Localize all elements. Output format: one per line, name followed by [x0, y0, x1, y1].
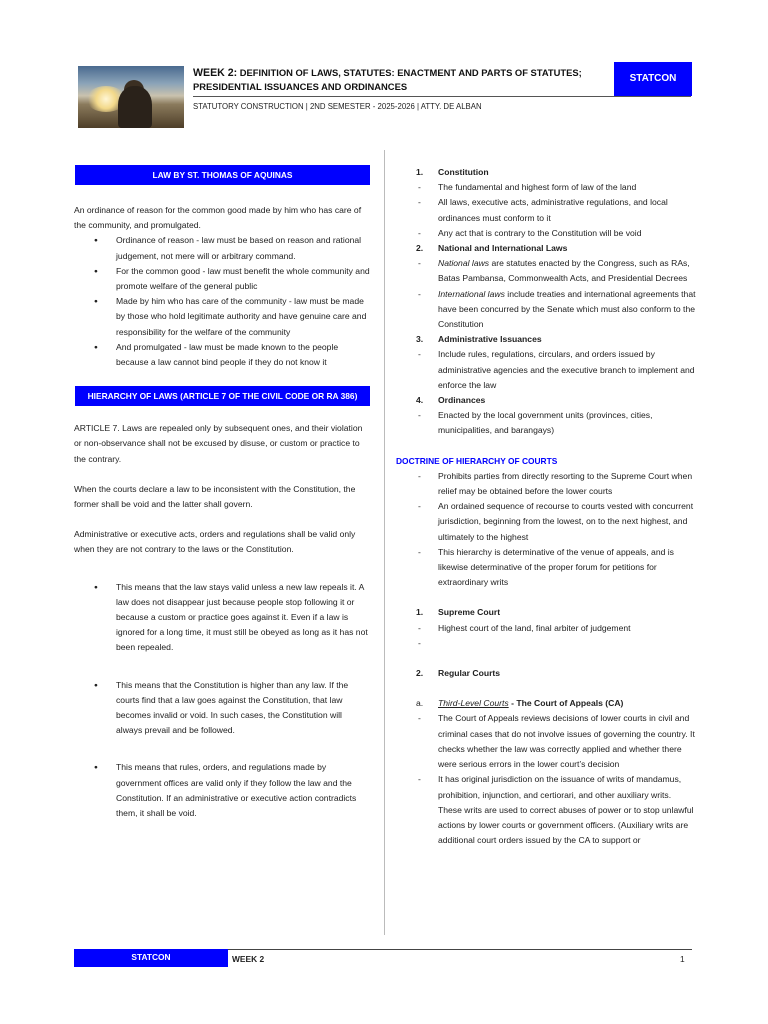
hierarchy-item-national-international: 2. National and International Laws [416, 243, 568, 254]
document-subtitle: STATUTORY CONSTRUCTION | 2ND SEMESTER - 2025-2026 | ATTY. DE ALBAN [193, 102, 482, 111]
hierarchy-explanation-list [74, 580, 370, 822]
list-item: - It has original jurisdiction on the issuance of writs of mandamus, prohibition, injunction, and certiorari, and other auxiliary writs. These writs are used to correct abuses of power or to stop unlawful actions by lower courts or government officers. (Auxiliary writs are additional court orders issued by the CA to support or [396, 772, 696, 848]
list-item: - International laws include treaties and international agreements that have been concurred by the Senate which must also conform to the Constitution [396, 287, 696, 333]
list-item: - Highest court of the land, final arbiter of judgement [396, 621, 696, 636]
right-column [396, 165, 696, 848]
list-item: ● Made by him who has care of the community - law must be made by those who hold legitimate authority and have genuine care and responsibility for the welfare of the community [74, 294, 370, 340]
person-silhouette [118, 86, 152, 128]
list-item: ● This means that the Constitution is higher than any law. If the courts find that a law goes against the Constitution, that law becomes invalid or void. In such cases, the Constitution will always prevail and be followed. [74, 678, 370, 739]
title-line-2: PRESIDENTIAL ISSUANCES AND ORDINANCES [193, 81, 408, 92]
left-column [74, 150, 370, 821]
footer-rule [228, 949, 692, 950]
header-photo [78, 66, 184, 128]
list-item: - All laws, executive acts, administrative regulations, and local ordinances must conform to it [396, 195, 696, 225]
article-7-paragraph: ARTICLE 7. Laws are repealed only by subsequent ones, and their violation or non-observance shall not be excused by disuse, or custom or practice to the contrary. [74, 423, 363, 464]
column-divider [384, 150, 385, 935]
list-item: - This hierarchy is determinative of the venue of appeals, and is likewise determinative of the proper forum for petitions for extraordinary writs [396, 545, 696, 591]
list-item: - Any act that is contrary to the Constitution will be void [396, 226, 696, 241]
list-item: - Include rules, regulations, circulars, and orders issued by administrative agencies and the executive branch to implement and enforce the law [396, 347, 696, 393]
aquinas-bullet-list [74, 233, 370, 370]
list-item: - National laws are statutes enacted by the Congress, such as RAs, Batas Pambansa, Commonwealth Acts, and Presidential Decrees [396, 256, 696, 286]
list-item: ● Ordinance of reason - law must be based on reason and rational judgement, not mere will or arbitrary command. [74, 233, 370, 263]
list-item: ● For the common good - law must benefit the whole community and promote welfare of the general public [74, 264, 370, 294]
list-item: - Prohibits parties from directly resorting to the Supreme Court when relief may be obtained before the lower courts [396, 469, 696, 499]
week-label: WEEK 2: [193, 67, 238, 79]
title-rule [193, 96, 691, 97]
statcon-badge: STATCON [614, 62, 692, 96]
list-item: - An ordained sequence of recourse to courts vested with concurrent jurisdiction, beginning from the lowest, on to the next highest, and ultimately to the highest [396, 499, 696, 545]
list-item: ● This means that rules, orders, and regulations made by government offices are valid only if they follow the law and the Constitution. If an administrative or executive action contradicts them, it shall be void. [74, 760, 370, 821]
paragraph: When the courts declare a law to be inconsistent with the Constitution, the former shall be void and the latter shall govern. [74, 483, 356, 510]
empty-list-item [396, 636, 696, 651]
footer-week: WEEK 2 [232, 954, 265, 964]
section-header-hierarchy-of-laws: HIERARCHY OF LAWS (ARTICLE 7 OF THE CIVIL CODE OR RA 386) [75, 386, 370, 406]
list-item: ● And promulgated - law must be made known to the people because a law cannot bind people if they do not know it [74, 340, 370, 370]
court-item-court-of-appeals: a. Third-Level Courts - The Court of Appeals (CA) [416, 698, 624, 709]
court-item-supreme-court: 1. Supreme Court [416, 607, 501, 618]
aquinas-definition: An ordinance of reason for the common good made by him who has care of the community, and promulgated. [74, 205, 362, 231]
court-item-regular-courts: 2. Regular Courts [416, 668, 501, 679]
section-header-law-aquinas: LAW BY ST. THOMAS OF AQUINAS [75, 165, 370, 185]
document-title [193, 66, 603, 93]
list-item: - Enacted by the local government units (provinces, cities, municipalities, and barangays) [396, 408, 696, 438]
hierarchy-item-constitution: 1. Constitution [416, 167, 489, 177]
paragraph: Administrative or executive acts, orders and regulations shall be valid only when they are not contrary to the laws or the Constitution. [74, 529, 356, 555]
page-number: 1 [680, 954, 685, 964]
list-item: ● This means that the law stays valid unless a new law repeals it. A law does not disappear just because people stop following it or because a custom or practice goes against it. Even if a law is ignored for a long time, it must still be obeyed as long as it has not been repealed. [74, 580, 370, 656]
title-line-1: DEFINITION OF LAWS, STATUTES: ENACTMENT AND PARTS OF STATUTES; [239, 67, 582, 78]
hierarchy-item-ordinances: 4. Ordinances [416, 395, 486, 406]
list-item: - The fundamental and highest form of law of the land [396, 180, 696, 195]
list-item: - The Court of Appeals reviews decisions of lower courts in civil and criminal cases that do not involve issues of governing the country. It checks whether the law was correctly applied and whether there were serious errors in the lower court’s decision [396, 711, 696, 772]
footer-statcon: STATCON [74, 949, 228, 967]
hierarchy-item-administrative: 3. Administrative Issuances [416, 334, 542, 345]
doctrine-heading: DOCTRINE OF HIERARCHY OF COURTS [396, 455, 558, 466]
